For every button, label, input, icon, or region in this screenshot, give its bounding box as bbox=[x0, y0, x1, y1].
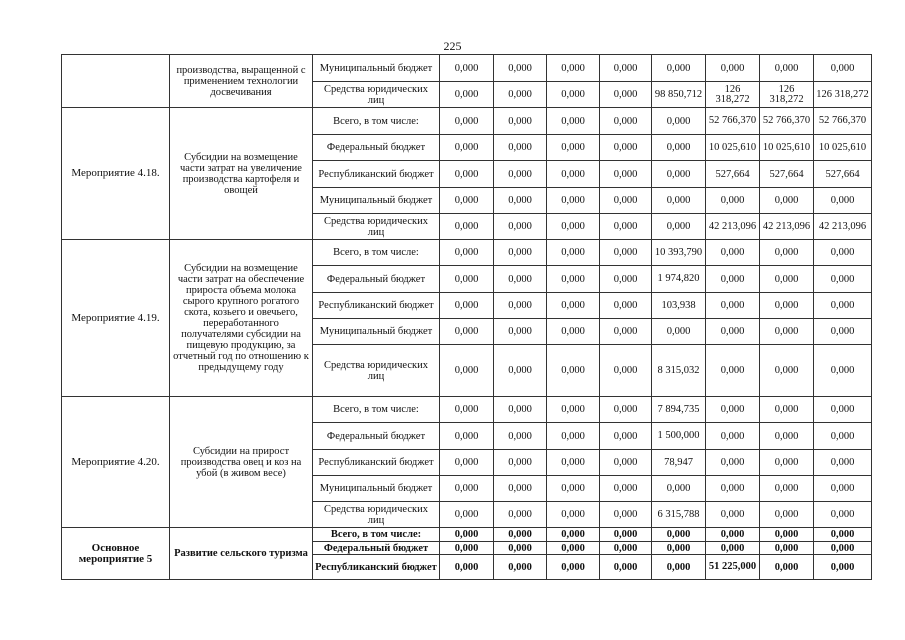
funding-source-cell: Средства юридических лиц bbox=[313, 82, 440, 108]
amount-cell: 0,000 bbox=[494, 542, 547, 555]
measure-code-cell: Мероприятие 4.19. bbox=[62, 240, 170, 397]
measure-code-cell: Мероприятие 4.18. bbox=[62, 108, 170, 240]
amount-cell: 0,000 bbox=[494, 319, 547, 345]
amount-cell: 0,000 bbox=[760, 542, 814, 555]
amount-cell: 0,000 bbox=[600, 55, 652, 82]
amount-cell: 0,000 bbox=[600, 266, 652, 293]
amount-cell: 126 318,272 bbox=[760, 82, 814, 108]
amount-cell: 0,000 bbox=[547, 345, 600, 397]
amount-cell: 0,000 bbox=[814, 476, 872, 502]
amount-cell: 0,000 bbox=[706, 476, 760, 502]
page-number: 225 bbox=[443, 39, 462, 53]
funding-source-cell: Средства юридических лиц bbox=[313, 345, 440, 397]
amount-cell: 0,000 bbox=[600, 423, 652, 450]
amount-cell: 0,000 bbox=[547, 108, 600, 135]
amount-cell: 10 025,610 bbox=[706, 135, 760, 161]
amount-cell: 0,000 bbox=[494, 135, 547, 161]
amount-cell: 0,000 bbox=[814, 423, 872, 450]
amount-cell: 0,000 bbox=[600, 240, 652, 266]
amount-cell: 0,000 bbox=[600, 319, 652, 345]
amount-cell: 0,000 bbox=[494, 345, 547, 397]
amount-cell: 0,000 bbox=[440, 397, 494, 423]
amount-cell: 0,000 bbox=[814, 542, 872, 555]
amount-cell: 0,000 bbox=[440, 450, 494, 476]
amount-cell: 0,000 bbox=[600, 293, 652, 319]
amount-cell: 0,000 bbox=[600, 161, 652, 188]
amount-cell: 0,000 bbox=[706, 528, 760, 542]
amount-cell: 0,000 bbox=[440, 161, 494, 188]
amount-cell: 0,000 bbox=[760, 423, 814, 450]
amount-cell: 0,000 bbox=[600, 135, 652, 161]
amount-cell: 0,000 bbox=[547, 319, 600, 345]
amount-cell: 0,000 bbox=[600, 502, 652, 528]
amount-cell: 0,000 bbox=[814, 450, 872, 476]
amount-cell: 103,938 bbox=[652, 293, 706, 319]
amount-cell: 0,000 bbox=[547, 542, 600, 555]
amount-cell: 0,000 bbox=[547, 476, 600, 502]
amount-cell: 0,000 bbox=[706, 423, 760, 450]
amount-cell: 0,000 bbox=[440, 502, 494, 528]
amount-cell: 0,000 bbox=[652, 55, 706, 82]
amount-cell: 78,947 bbox=[652, 450, 706, 476]
funding-source-cell: Всего, в том числе: bbox=[313, 240, 440, 266]
amount-cell: 0,000 bbox=[494, 476, 547, 502]
measure-code-cell: Мероприятие 4.20. bbox=[62, 397, 170, 528]
amount-cell: 0,000 bbox=[652, 476, 706, 502]
amount-cell: 0,000 bbox=[600, 82, 652, 108]
amount-cell: 0,000 bbox=[440, 135, 494, 161]
amount-cell: 0,000 bbox=[494, 240, 547, 266]
amount-cell: 0,000 bbox=[706, 293, 760, 319]
amount-cell: 0,000 bbox=[440, 55, 494, 82]
funding-source-cell: Всего, в том числе: bbox=[313, 528, 440, 542]
amount-cell: 0,000 bbox=[547, 82, 600, 108]
measure-name-cell: производства, выращенной с применением технологии досвечивания bbox=[170, 55, 313, 108]
amount-cell: 42 213,096 bbox=[760, 214, 814, 240]
funding-source-cell: Федеральный бюджет bbox=[313, 266, 440, 293]
amount-cell: 0,000 bbox=[760, 319, 814, 345]
amount-cell: 0,000 bbox=[494, 188, 547, 214]
amount-cell: 0,000 bbox=[760, 345, 814, 397]
amount-cell: 0,000 bbox=[547, 266, 600, 293]
funding-source-cell: Муниципальный бюджет bbox=[313, 55, 440, 82]
amount-cell: 10 025,610 bbox=[760, 135, 814, 161]
amount-cell: 527,664 bbox=[706, 161, 760, 188]
amount-cell: 0,000 bbox=[600, 345, 652, 397]
amount-cell: 0,000 bbox=[706, 55, 760, 82]
amount-cell: 0,000 bbox=[440, 555, 494, 580]
amount-cell: 0,000 bbox=[547, 293, 600, 319]
amount-cell: 0,000 bbox=[652, 319, 706, 345]
amount-cell: 0,000 bbox=[547, 161, 600, 188]
amount-cell: 0,000 bbox=[547, 214, 600, 240]
amount-cell: 10 025,610 bbox=[814, 135, 872, 161]
measure-code-cell: Основное мероприятие 5 bbox=[62, 528, 170, 580]
amount-cell: 0,000 bbox=[814, 397, 872, 423]
amount-cell: 51 225,000 bbox=[706, 555, 760, 580]
amount-cell: 0,000 bbox=[440, 345, 494, 397]
amount-cell: 0,000 bbox=[706, 345, 760, 397]
amount-cell: 52 766,370 bbox=[760, 108, 814, 135]
funding-source-cell: Муниципальный бюджет bbox=[313, 476, 440, 502]
amount-cell: 0,000 bbox=[652, 161, 706, 188]
amount-cell: 0,000 bbox=[706, 450, 760, 476]
table-row bbox=[62, 240, 872, 266]
amount-cell: 0,000 bbox=[494, 397, 547, 423]
funding-source-cell: Республиканский бюджет bbox=[313, 450, 440, 476]
amount-cell: 0,000 bbox=[760, 476, 814, 502]
measure-name-cell: Субсидии на прирост производства овец и коз на убой (в живом весе) bbox=[170, 397, 313, 528]
amount-cell: 0,000 bbox=[652, 135, 706, 161]
funding-source-cell: Всего, в том числе: bbox=[313, 108, 440, 135]
amount-cell: 0,000 bbox=[600, 214, 652, 240]
amount-cell: 0,000 bbox=[440, 188, 494, 214]
amount-cell: 0,000 bbox=[440, 476, 494, 502]
amount-cell: 1 500,000 bbox=[652, 423, 706, 450]
amount-cell: 0,000 bbox=[547, 423, 600, 450]
amount-cell: 0,000 bbox=[600, 528, 652, 542]
amount-cell: 0,000 bbox=[494, 423, 547, 450]
amount-cell: 527,664 bbox=[760, 161, 814, 188]
amount-cell: 0,000 bbox=[760, 555, 814, 580]
amount-cell: 0,000 bbox=[440, 293, 494, 319]
budget-table bbox=[61, 54, 872, 580]
funding-source-cell: Федеральный бюджет bbox=[313, 135, 440, 161]
amount-cell: 1 974,820 bbox=[652, 266, 706, 293]
amount-cell: 0,000 bbox=[440, 82, 494, 108]
amount-cell: 0,000 bbox=[760, 397, 814, 423]
amount-cell: 52 766,370 bbox=[706, 108, 760, 135]
amount-cell: 0,000 bbox=[814, 528, 872, 542]
amount-cell: 0,000 bbox=[494, 82, 547, 108]
amount-cell: 0,000 bbox=[652, 555, 706, 580]
amount-cell: 0,000 bbox=[494, 293, 547, 319]
measure-code-cell bbox=[62, 55, 170, 108]
funding-source-cell: Муниципальный бюджет bbox=[313, 188, 440, 214]
amount-cell: 0,000 bbox=[440, 240, 494, 266]
amount-cell: 0,000 bbox=[600, 450, 652, 476]
amount-cell: 0,000 bbox=[440, 266, 494, 293]
amount-cell: 0,000 bbox=[652, 542, 706, 555]
amount-cell: 6 315,788 bbox=[652, 502, 706, 528]
amount-cell: 0,000 bbox=[440, 108, 494, 135]
amount-cell: 0,000 bbox=[600, 397, 652, 423]
amount-cell: 0,000 bbox=[706, 542, 760, 555]
amount-cell: 0,000 bbox=[814, 55, 872, 82]
amount-cell: 0,000 bbox=[600, 542, 652, 555]
amount-cell: 0,000 bbox=[547, 555, 600, 580]
amount-cell: 0,000 bbox=[706, 266, 760, 293]
amount-cell: 0,000 bbox=[652, 214, 706, 240]
table-row bbox=[62, 397, 872, 423]
amount-cell: 0,000 bbox=[547, 55, 600, 82]
table-row bbox=[62, 108, 872, 135]
amount-cell: 0,000 bbox=[760, 528, 814, 542]
funding-source-cell: Муниципальный бюджет bbox=[313, 319, 440, 345]
amount-cell: 0,000 bbox=[760, 240, 814, 266]
amount-cell: 7 894,735 bbox=[652, 397, 706, 423]
amount-cell: 126 318,272 bbox=[814, 82, 872, 108]
amount-cell: 0,000 bbox=[652, 108, 706, 135]
amount-cell: 98 850,712 bbox=[652, 82, 706, 108]
amount-cell: 0,000 bbox=[494, 502, 547, 528]
amount-cell: 0,000 bbox=[547, 502, 600, 528]
amount-cell: 0,000 bbox=[440, 214, 494, 240]
amount-cell: 0,000 bbox=[814, 319, 872, 345]
funding-source-cell: Федеральный бюджет bbox=[313, 542, 440, 555]
amount-cell: 0,000 bbox=[706, 188, 760, 214]
amount-cell: 0,000 bbox=[494, 528, 547, 542]
amount-cell: 0,000 bbox=[706, 240, 760, 266]
amount-cell: 0,000 bbox=[814, 502, 872, 528]
amount-cell: 0,000 bbox=[600, 555, 652, 580]
amount-cell: 0,000 bbox=[547, 135, 600, 161]
amount-cell: 0,000 bbox=[760, 450, 814, 476]
amount-cell: 0,000 bbox=[440, 528, 494, 542]
funding-source-cell: Средства юридических лиц bbox=[313, 502, 440, 528]
amount-cell: 0,000 bbox=[440, 319, 494, 345]
amount-cell: 0,000 bbox=[440, 542, 494, 555]
amount-cell: 0,000 bbox=[494, 450, 547, 476]
amount-cell: 0,000 bbox=[706, 397, 760, 423]
amount-cell: 0,000 bbox=[814, 188, 872, 214]
amount-cell: 0,000 bbox=[814, 345, 872, 397]
amount-cell: 0,000 bbox=[760, 188, 814, 214]
amount-cell: 0,000 bbox=[547, 528, 600, 542]
funding-source-cell: Республиканский бюджет bbox=[313, 293, 440, 319]
amount-cell: 0,000 bbox=[494, 214, 547, 240]
amount-cell: 0,000 bbox=[760, 55, 814, 82]
amount-cell: 0,000 bbox=[600, 188, 652, 214]
amount-cell: 0,000 bbox=[814, 293, 872, 319]
table-row bbox=[62, 55, 872, 82]
funding-source-cell: Республиканский бюджет bbox=[313, 555, 440, 580]
amount-cell: 0,000 bbox=[494, 161, 547, 188]
measure-name-cell: Субсидии на возмещение части затрат на увеличение производства картофеля и овощей bbox=[170, 108, 313, 240]
amount-cell: 0,000 bbox=[547, 240, 600, 266]
amount-cell: 0,000 bbox=[494, 108, 547, 135]
amount-cell: 0,000 bbox=[814, 266, 872, 293]
measure-name-cell: Субсидии на возмещение части затрат на обеспечение прироста объема молока сырого крупного рогатого скота, козьего и овечьего, переработанного получателями субсидии на пищевую продукцию, за отчетный год по отношению к предыдущему году bbox=[170, 240, 313, 397]
funding-source-cell: Средства юридических лиц bbox=[313, 214, 440, 240]
amount-cell: 0,000 bbox=[547, 450, 600, 476]
amount-cell: 0,000 bbox=[760, 266, 814, 293]
amount-cell: 52 766,370 bbox=[814, 108, 872, 135]
amount-cell: 0,000 bbox=[494, 55, 547, 82]
amount-cell: 126 318,272 bbox=[706, 82, 760, 108]
funding-source-cell: Федеральный бюджет bbox=[313, 423, 440, 450]
amount-cell: 0,000 bbox=[760, 502, 814, 528]
amount-cell: 0,000 bbox=[547, 188, 600, 214]
amount-cell: 42 213,096 bbox=[814, 214, 872, 240]
amount-cell: 0,000 bbox=[706, 319, 760, 345]
amount-cell: 0,000 bbox=[760, 293, 814, 319]
funding-source-cell: Всего, в том числе: bbox=[313, 397, 440, 423]
amount-cell: 0,000 bbox=[652, 528, 706, 542]
amount-cell: 0,000 bbox=[440, 423, 494, 450]
measure-name-cell: Развитие сельского туризма bbox=[170, 528, 313, 580]
table-row bbox=[62, 528, 872, 542]
funding-source-cell: Республиканский бюджет bbox=[313, 161, 440, 188]
amount-cell: 8 315,032 bbox=[652, 345, 706, 397]
amount-cell: 42 213,096 bbox=[706, 214, 760, 240]
amount-cell: 527,664 bbox=[814, 161, 872, 188]
amount-cell: 0,000 bbox=[814, 555, 872, 580]
amount-cell: 0,000 bbox=[494, 266, 547, 293]
amount-cell: 0,000 bbox=[494, 555, 547, 580]
amount-cell: 0,000 bbox=[706, 502, 760, 528]
amount-cell: 10 393,790 bbox=[652, 240, 706, 266]
amount-cell: 0,000 bbox=[600, 476, 652, 502]
amount-cell: 0,000 bbox=[547, 397, 600, 423]
amount-cell: 0,000 bbox=[814, 240, 872, 266]
amount-cell: 0,000 bbox=[600, 108, 652, 135]
amount-cell: 0,000 bbox=[652, 188, 706, 214]
